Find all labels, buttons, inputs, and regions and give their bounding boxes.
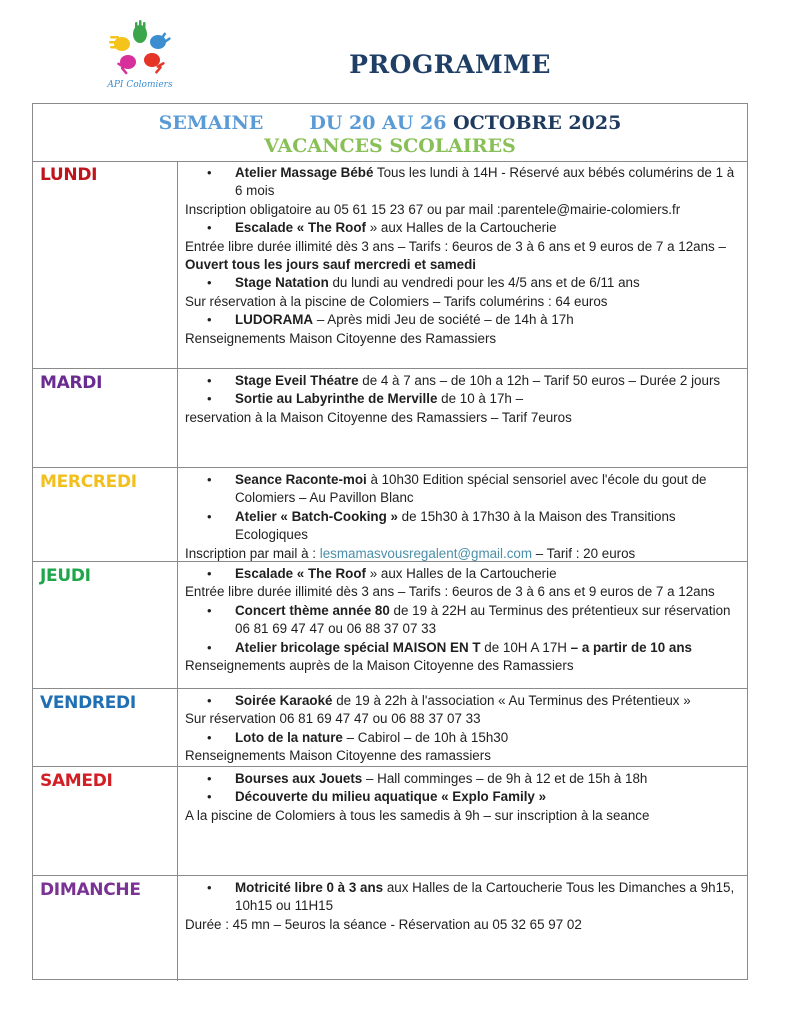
- activity-note: [185, 330, 741, 348]
- activity-note: [185, 807, 741, 825]
- activity-title: Atelier « Batch-Cooking »: [235, 508, 398, 524]
- activity-text: aux Halles de la Cartoucherie Tous les Dimanches a 9h15, 10h15 ou 11H15: [235, 880, 735, 914]
- day-content: [178, 369, 747, 427]
- activity-title: Motricité libre 0 à 3 ans: [235, 880, 384, 895]
- day-row-mardi: [33, 369, 747, 468]
- dates-prefix: DU 20 AU 26: [309, 112, 447, 134]
- activity-text: Sur réservation 06 81 69 47 47 ou 06 88 37 07 33: [185, 711, 481, 727]
- activity-text: » aux Halles de la Cartoucherie: [365, 220, 557, 236]
- activity-item: [185, 372, 741, 390]
- activity-item: [185, 879, 741, 916]
- activity-title: Escalade « The Roof: [235, 566, 366, 581]
- activity-note: [185, 293, 741, 311]
- activity-item: [185, 788, 741, 806]
- activity-title: Atelier Massage Bébé: [235, 165, 374, 180]
- programme-table: [32, 103, 748, 980]
- activity-item: [185, 692, 741, 710]
- day-row-dimanche: [33, 876, 747, 981]
- activity-title: Découverte du milieu aquatique « Explo Family »: [235, 789, 547, 805]
- activity-text: – Tarif : 20 euros: [532, 545, 636, 561]
- week-dates: [33, 112, 747, 134]
- activity-title: Sortie au Labyrinthe de Merville: [235, 391, 438, 407]
- activity-item: [185, 639, 741, 657]
- colorful-hands-icon: [100, 20, 180, 82]
- activity-item: [185, 602, 741, 639]
- activity-emphasis: – a partir de 10 ans: [570, 639, 692, 655]
- activity-item: [185, 390, 741, 408]
- day-content: [178, 562, 747, 675]
- activity-text: à 10h30 Edition spécial sensoriel avec l'école du gout de Colomiers – Au Pavillon Blanc: [235, 472, 707, 506]
- api-colomiers-logo: [100, 20, 180, 98]
- day-row-samedi: [33, 767, 747, 876]
- day-label-mercredi: MERCREDI: [33, 468, 178, 561]
- day-label-samedi: SAMEDI: [33, 767, 178, 875]
- activity-text: Renseignements Maison Citoyenne des ramassiers: [185, 748, 491, 764]
- activity-note: [185, 409, 741, 427]
- activity-text: Durée : 45 mn – 5euros la séance - Réservation au 05 32 65 97 02: [185, 916, 582, 932]
- activity-text: Inscription obligatoire au 05 61 15 23 67 ou par mail :parentele@mairie-colomiers.fr: [185, 201, 681, 217]
- activity-title: Loto de la nature: [235, 729, 343, 745]
- day-content: [178, 468, 747, 563]
- activity-title: Stage Natation: [235, 275, 329, 291]
- activity-item: [185, 508, 741, 545]
- holiday-subtitle: VACANCES SCOLAIRES: [264, 135, 516, 157]
- day-row-jeudi: [33, 562, 747, 689]
- activity-text: Entrée libre durée illimité dès 3 ans – Tarifs : 6euros de 3 à 6 ans et 9 euros de 7 a 12ans: [185, 584, 715, 600]
- activity-item: [185, 471, 741, 508]
- activity-text: de 10 à 17h –: [437, 391, 524, 407]
- activity-text: reservation à la Maison Citoyenne des Ramassiers – Tarif 7euros: [185, 409, 572, 425]
- activity-text: de 15h30 à 17h30 à la Maison des Transitions Ecologiques: [235, 508, 676, 543]
- activity-note: [185, 583, 741, 601]
- dates-suffix: OCTOBRE 2025: [453, 112, 622, 134]
- activity-title: Concert thème année 80: [235, 602, 390, 618]
- day-content: [178, 767, 747, 825]
- activity-item: [185, 311, 741, 329]
- activity-item: [185, 770, 741, 788]
- activity-text: – Après midi Jeu de société – de 14h à 17h: [313, 312, 574, 328]
- day-label-dimanche: DIMANCHE: [33, 876, 178, 981]
- activity-text: Tous les lundi à 14H - Réservé aux bébés columérins de 1 à 6 mois: [235, 165, 735, 199]
- activity-title: Seance Raconte-moi: [235, 472, 367, 487]
- day-content: [178, 876, 747, 934]
- activity-text: Renseignements Maison Citoyenne des Ramassiers: [185, 330, 497, 346]
- activity-text: – Cabirol – de 10h à 15h30: [342, 729, 509, 745]
- day-content: [178, 161, 747, 348]
- week-header: [33, 104, 747, 162]
- activity-text: Entrée libre durée illimité dès 3 ans – Tarifs : 6euros de 3 à 6 ans et 9 euros de 7 a 12ans –: [185, 238, 726, 254]
- activity-text: A la piscine de Colomiers à tous les samedis à 9h – sur inscription à la seance: [185, 807, 650, 823]
- semaine-label: SEMAINE: [158, 112, 264, 134]
- activity-text: de 19 à 22H au Terminus des prétentieux sur réservation 06 81 69 47 47 ou 06 88 37 07 33: [235, 602, 731, 637]
- activity-item: [185, 729, 741, 747]
- day-label-jeudi: JEUDI: [33, 562, 178, 688]
- email-link[interactable]: lesmamasvousregalent@gmail.com: [319, 545, 533, 561]
- activity-note: [185, 916, 741, 934]
- activity-note: [185, 657, 741, 675]
- activity-text: de 10H A 17H: [480, 639, 571, 655]
- activity-text: Sur réservation à la piscine de Colomiers – Tarifs columérins : 64 euros: [185, 293, 608, 309]
- day-label-lundi: LUNDI: [33, 161, 178, 368]
- activity-item: [185, 219, 741, 237]
- activity-text: – Hall comminges – de 9h à 12 et de 15h à 18h: [362, 771, 648, 786]
- activity-item: [185, 164, 741, 201]
- page-title: PROGRAMME: [349, 50, 551, 79]
- activity-note: [185, 201, 741, 219]
- activity-title: Atelier bricolage spécial MAISON EN T: [235, 639, 481, 655]
- activity-text: du lundi au vendredi pour les 4/5 ans et de 6/11 ans: [328, 275, 640, 291]
- day-row-mercredi: [33, 468, 747, 562]
- activity-title: Stage Eveil Théatre: [235, 373, 359, 388]
- activity-title: Escalade « The Roof: [235, 220, 366, 236]
- activity-text: Inscription par mail à :: [185, 545, 320, 561]
- activity-title: Soirée Karaoké: [235, 693, 333, 708]
- activity-note: [185, 747, 741, 765]
- activity-note: [185, 710, 741, 728]
- activity-text: Renseignements auprès de la Maison Citoyenne des Ramassiers: [185, 658, 574, 674]
- activity-title: LUDORAMA: [235, 312, 314, 328]
- activity-item: [185, 274, 741, 292]
- activity-item: [185, 565, 741, 583]
- day-row-lundi: [33, 161, 747, 369]
- activity-text: » aux Halles de la Cartoucherie: [365, 566, 557, 581]
- day-label-vendredi: VENDREDI: [33, 689, 178, 766]
- day-label-mardi: MARDI: [33, 369, 178, 467]
- activity-title: Bourses aux Jouets: [235, 771, 363, 786]
- day-content: [178, 689, 747, 766]
- activity-text: de 19 à 22h à l'association « Au Terminus des Prétentieux »: [332, 693, 691, 708]
- activity-note: [185, 545, 741, 563]
- day-row-vendredi: [33, 689, 747, 767]
- logo-text: API Colomiers: [107, 80, 173, 90]
- activity-note: [185, 238, 741, 275]
- activity-emphasis: Ouvert tous les jours sauf mercredi et samedi: [185, 257, 476, 273]
- activity-text: de 4 à 7 ans – de 10h a 12h – Tarif 50 euros – Durée 2 jours: [358, 373, 721, 388]
